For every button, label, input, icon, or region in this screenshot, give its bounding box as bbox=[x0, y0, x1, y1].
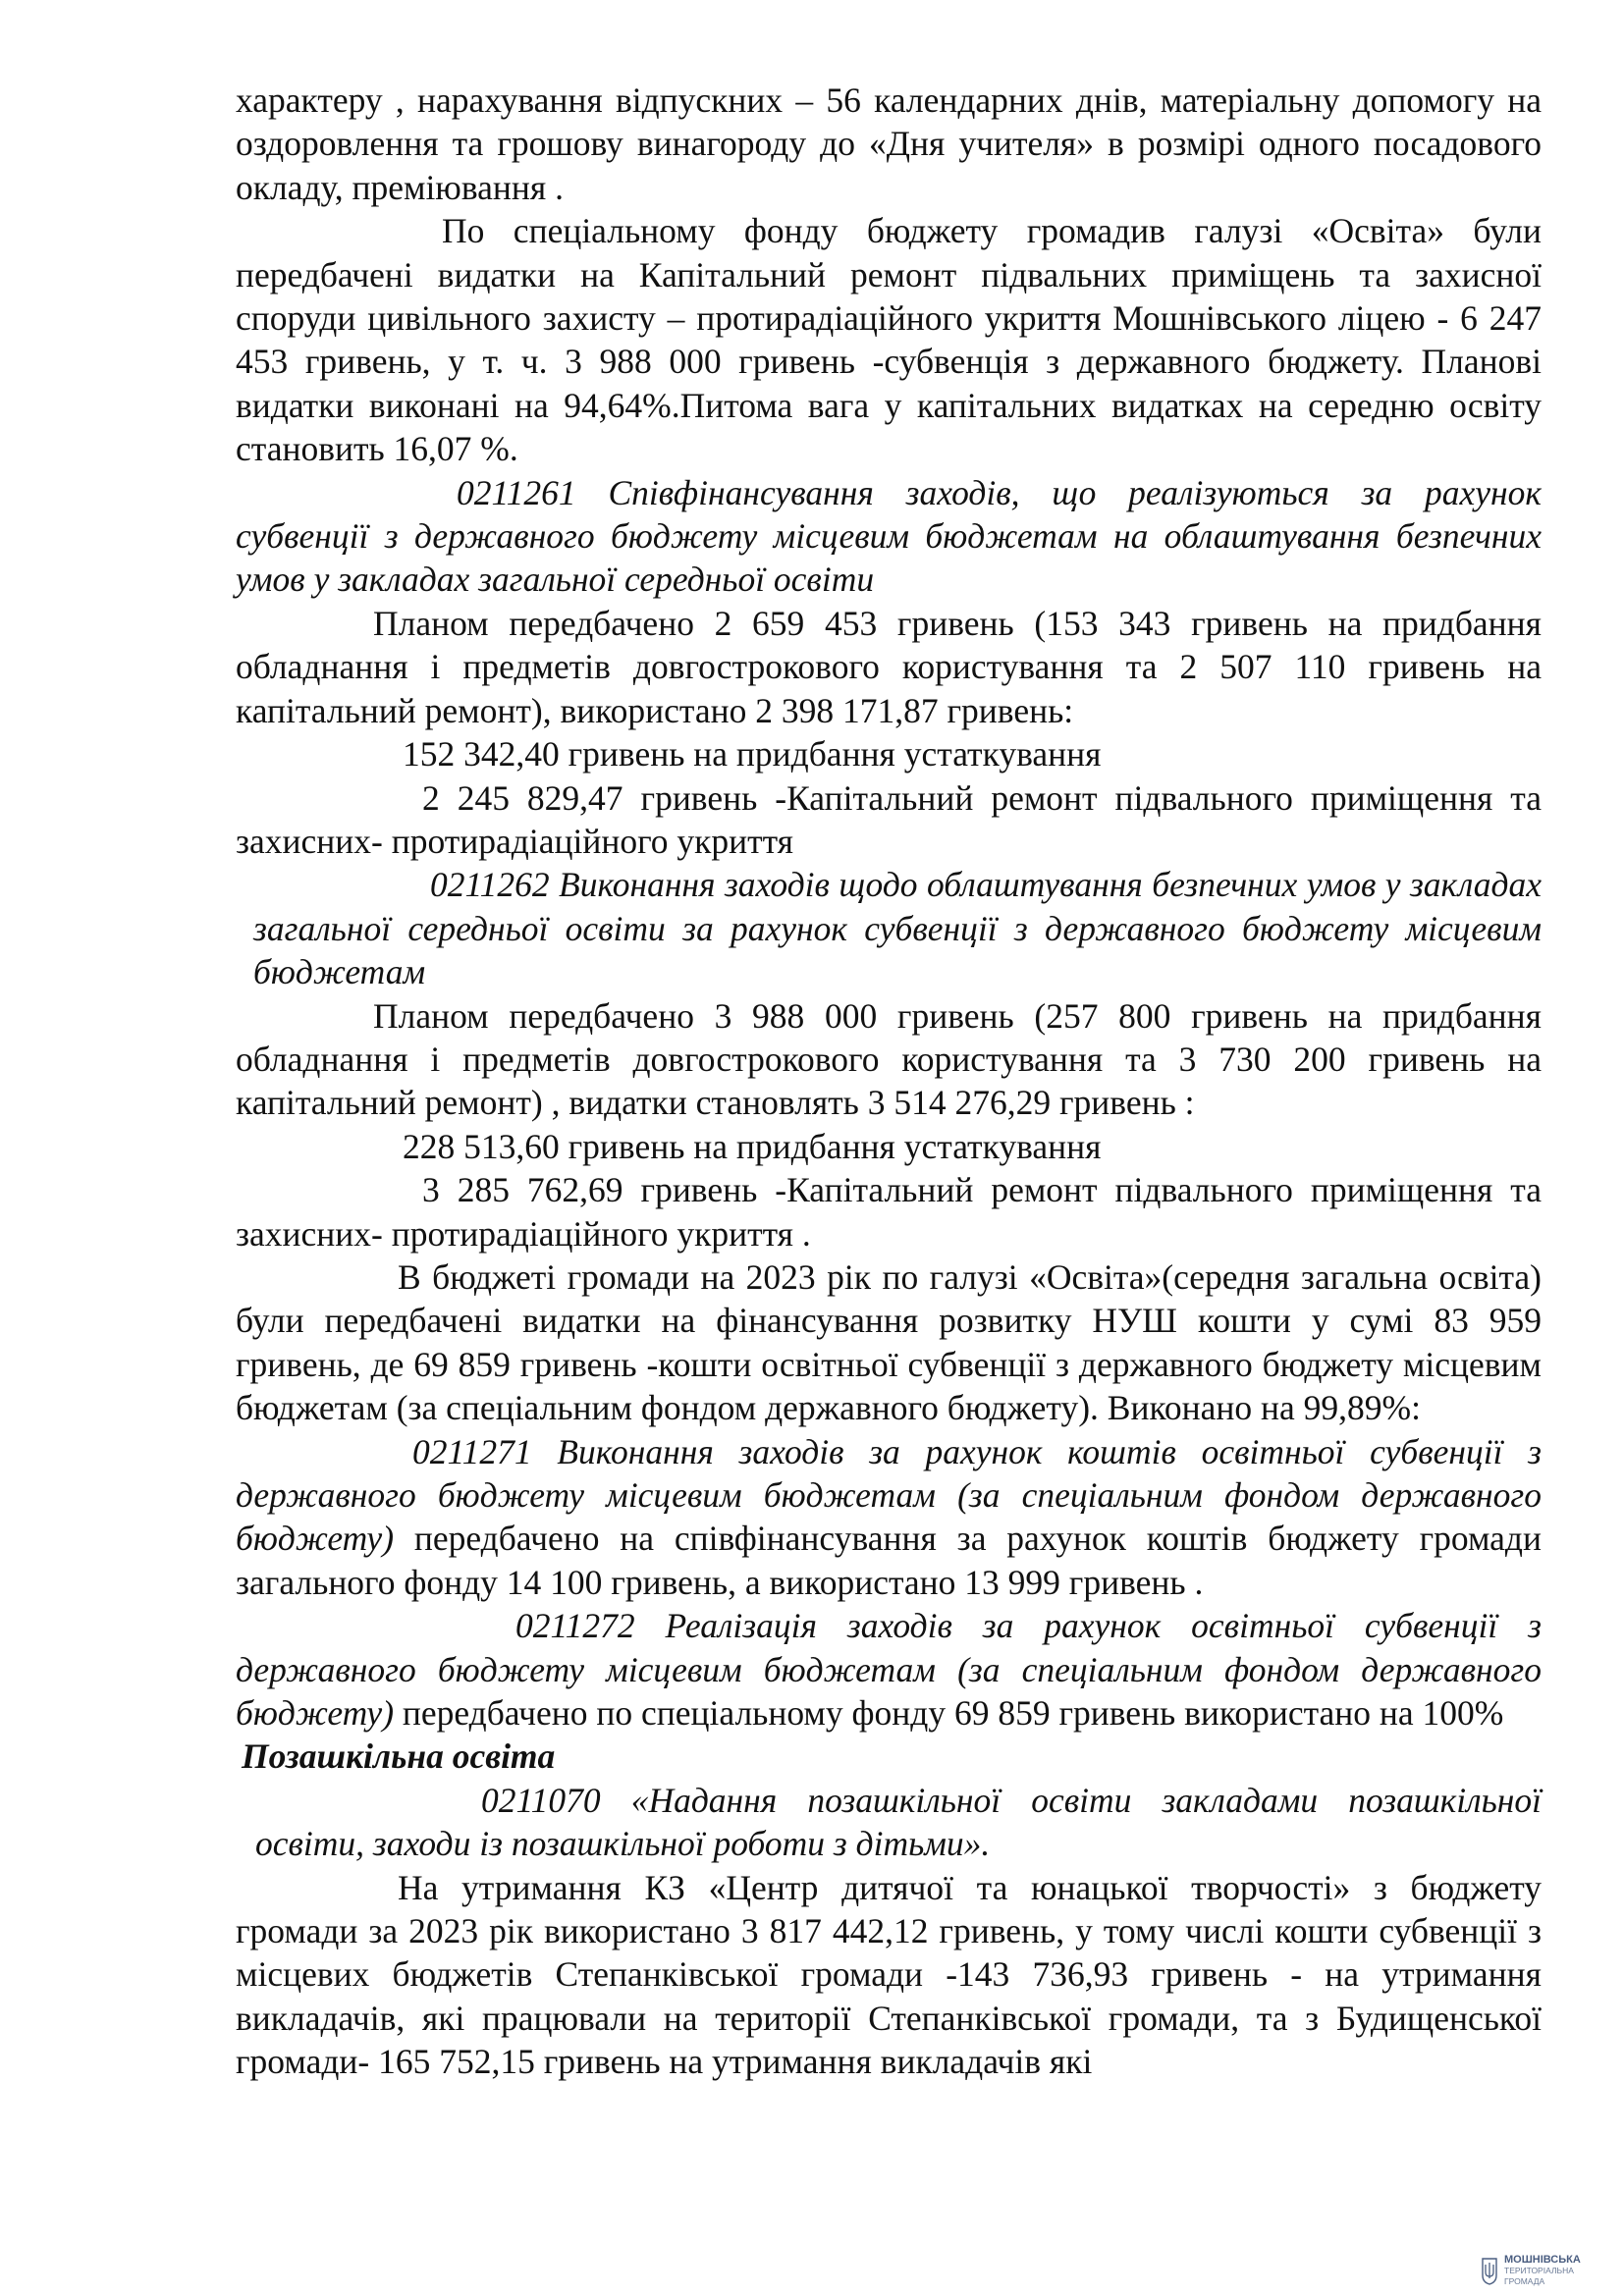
program-heading-0211261: 0211261 Співфінансування заходів, що реалізуються за рахунок субвенції з державного бюджету місцевим бюджетам на облаштування безпечних умов у закладах загальної середньої освіти bbox=[236, 472, 1542, 600]
paragraph-plan-0211262: Планом передбачено 3 988 000 гривень (257 800 гривень на придбання обладнання і предметів довгострокового користування та 3 730 200 гривень на капітальний ремонт) , видатки становлять 3 514 276,29 гривень : bbox=[236, 995, 1542, 1123]
program-heading-0211262: 0211262 Виконання заходів щодо облаштування безпечних умов у закладах загальної середньої освіти за рахунок субвенції з державного бюджету місцевим бюджетам bbox=[253, 865, 1542, 992]
logo-line-3: ГРОМАДА bbox=[1504, 2275, 1545, 2286]
program-title-0211271: 0211271 Виконання заходів за рахунок коштів освітньої субвенції з державного бюджету місцевим бюджетам (за спеціальним фондом державного бюджету) bbox=[236, 1431, 1542, 1559]
program-title-0211272: 0211272 Реалізація заходів за рахунок освітньої субвенції з державного бюджету місцевим бюджетам (за спеціальним фондом державного бюджету) bbox=[236, 1606, 1542, 1734]
community-logo bbox=[1481, 2251, 1618, 2290]
list-item-equipment-2: 228 513,60 гривень на придбання устаткування bbox=[403, 1126, 1102, 1166]
text-column bbox=[236, 79, 1542, 2084]
paragraph-salary: характеру , нарахування відпускних – 56 календарних днів, матеріальну допомогу на оздоровлення та грошову винагороду до «Дня учителя» в розмірі одного посадового окладу, преміювання . bbox=[236, 80, 1542, 207]
list-item-equipment-1: 152 342,40 гривень на придбання устаткування bbox=[403, 734, 1102, 774]
section-heading-extracurricular: Позашкільна освіта bbox=[242, 1736, 556, 1777]
paragraph-0211271 bbox=[236, 1430, 1542, 1605]
list-item-repair-1: 2 245 829,47 гривень -Капітальний ремонт підвального приміщення та захисних- протирадіаційного укриття bbox=[236, 777, 1542, 861]
paragraph-plan-0211261: Планом передбачено 2 659 453 гривень (153 343 гривень на придбання обладнання і предметів довгострокового користування та 2 507 110 гривень на капітальний ремонт), використано 2 398 171,87 гривень: bbox=[236, 603, 1542, 730]
list-item-repair-2: 3 285 762,69 гривень -Капітальний ремонт підвального приміщення та захисних- протирадіаційного укриття . bbox=[236, 1170, 1542, 1254]
paragraph-nush: В бюджеті громади на 2023 рік по галузі «Освіта»(середня загальна освіта) були передбачені видатки на фінансування розвитку НУШ кошти у сумі 83 959 гривень, де 69 859 гривень -кошти освітньої субвенції з державного бюджету місцевим бюджетам (за спеціальним фондом державного бюджету). Виконано на 99,89%: bbox=[236, 1256, 1542, 1428]
logo-line-1: МОШНІВСЬКА bbox=[1504, 2253, 1581, 2266]
paragraph-special-fund: По спеціальному фонду бюджету громадив галузі «Освіта» були передбачені видатки на Капітальний ремонт підвальних приміщень та захисної споруди цивільного захисту – протирадіаційного укриття Мошнівського ліцею - 6 247 453 гривень, у т. ч. 3 988 000 гривень -субвенція з державного бюджету. Планові видатки виконані на 94,64%.Питома вага у капітальних видатках на середню освіту становить 16,07 %. bbox=[236, 211, 1542, 469]
logo-text bbox=[1504, 2255, 1581, 2287]
logo-line-2: ТЕРИТОРІАЛЬНА bbox=[1504, 2265, 1574, 2275]
program-text-0211272: передбачено по спеціальному фонду 69 859 гривень використано на 100% bbox=[394, 1693, 1504, 1734]
program-heading-0211070: 0211070 «Надання позашкільної освіти закладами позашкільної освіти, заходи із позашкільної роботи з дітьми». bbox=[255, 1780, 1542, 1864]
trident-emblem-icon bbox=[1481, 2256, 1498, 2285]
paragraph-0211272 bbox=[236, 1604, 1542, 1735]
paragraph-youth-center: На утримання КЗ «Центр дитячої та юнацької творчості» з бюджету громади за 2023 рік використано 3 817 442,12 гривень, у тому числі кошти субвенції з місцевих бюджетів Степанківської громади -143 736,93 гривень - на утримання викладачів, які працювали на території Степанківської громади, та з Будищенської громади- 165 752,15 гривень на утримання викладачів які bbox=[236, 1867, 1542, 2082]
program-text-0211271: передбачено на співфінансування за рахунок коштів бюджету громади загального фонду 14 100 гривень, а використано 13 999 гривень . bbox=[236, 1519, 1542, 1602]
